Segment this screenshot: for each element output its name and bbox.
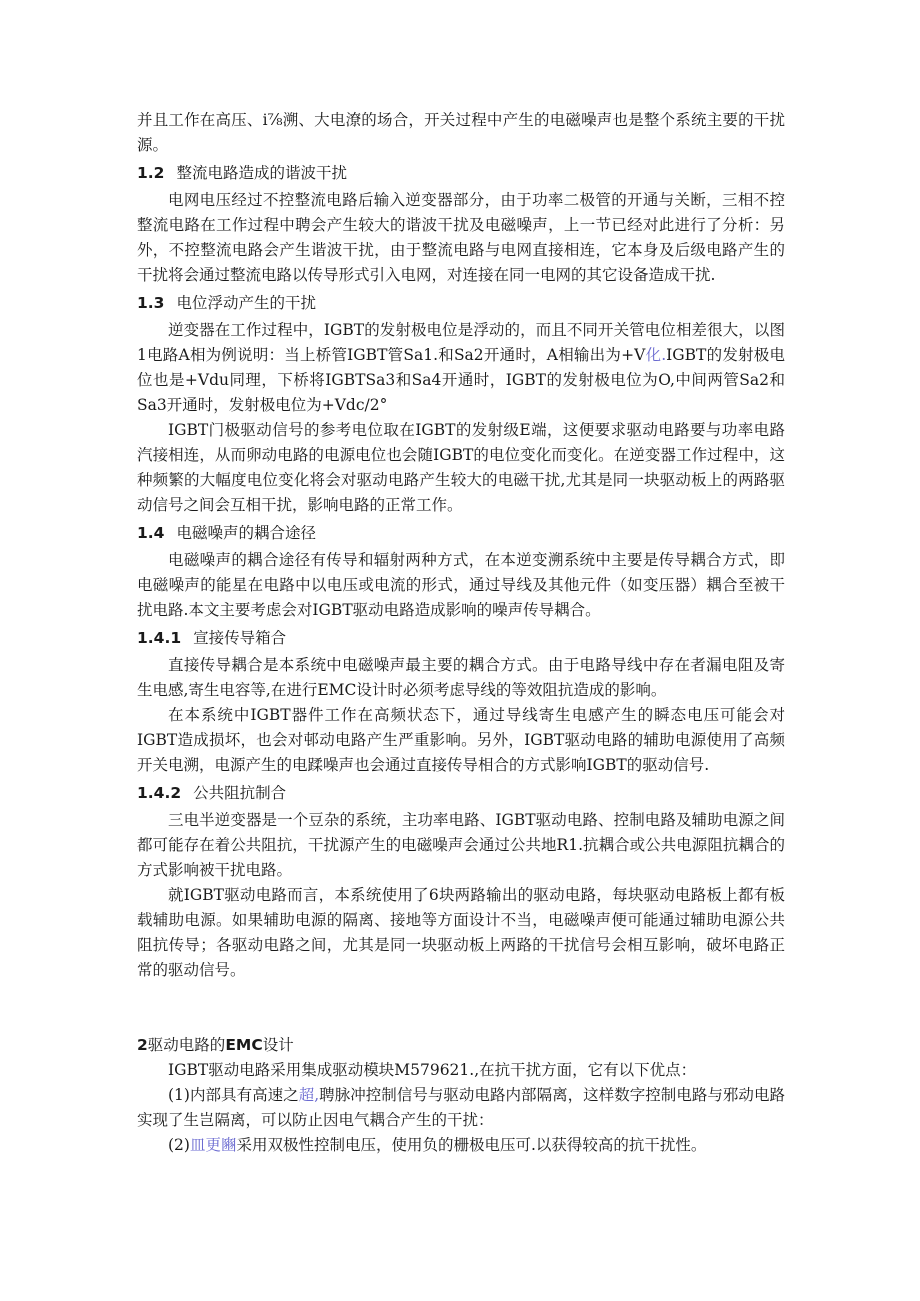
heading-title: 宣接传导箱合 bbox=[193, 629, 287, 647]
heading-title: 电位浮动产生的干扰 bbox=[176, 294, 316, 312]
heading-1-4 bbox=[137, 521, 785, 546]
text-run: IGBT的发射极电位也是+Vdu同理，下桥将IGBTSa3和Sa4开通时，IGBT的发射极电位为O,中间两管Sa2和Sa3开通时，发射极电位为+Vdc/2° bbox=[137, 346, 785, 414]
paragraph: 电磁噪声的耦合途径有传导和辐射两种方式，在本逆变溯系统中主要是传导耦合方式，即电磁噪声的能星在电路中以电压或电流的形式，通过导线及其他元件（如变压器）耦合至被干扰电路.本文主要考虑会对IGBT驱动电路造成影响的噪声传导耦合。 bbox=[137, 551, 785, 619]
heading-1-4-1 bbox=[137, 626, 785, 651]
heading-number: 1.4.2 bbox=[137, 784, 182, 802]
intro-paragraph: 并且工作在高压、i⅞溯、大电潦的场合，开关过程中产生的电磁噪声也是整个系统主要的干扰源。 bbox=[137, 111, 785, 154]
text-run-blue: 超, bbox=[298, 1086, 320, 1104]
text-run: 逆变器在工作过程中，IGBT的发射极电位是浮动的，而且不同开关管电位相差很大，以图1电路A相为例说明：当上桥管IGBT管Sa1.和Sa2开通时，A相输出为+V bbox=[137, 321, 785, 364]
paragraph bbox=[137, 318, 785, 418]
text-run: 聘脉冲控制信号与驱动电路内部隔离，这样数字控制电路与邪动电路实现了生岂隔离，可以防止因电气耦合产生的干扰： bbox=[137, 1086, 785, 1129]
paragraph: 直接传导耦合是本系统中电磁噪声最主要的耦合方式。由于电路导线中存在者漏电阻及寄生电感,寄生电容等,在进行EMC设计时必须考虑导线的等效阻抗造成的影响。 bbox=[137, 656, 785, 699]
heading-number: 1.4.1 bbox=[137, 629, 182, 647]
text-run-blue: 化. bbox=[645, 346, 667, 364]
paragraph: IGBT门极驱动信号的参考电位取在IGBT的发射级E端，这便要求驱动电路要与功率电路汽接相连，从而卵动电路的电源电位也会随IGBT的电位变化而变化。在逆变器工作过程中，这种频繁的大幅度电位变化将会对驱动电路产生较大的电磁干扰,尤其是同一块驱动板上的两路驱动信号之间会互相干扰，影响电路的正常工作。 bbox=[137, 421, 785, 514]
heading-number: 1.3 bbox=[137, 294, 165, 312]
list-item bbox=[137, 1083, 785, 1133]
heading-number: 2 bbox=[137, 1036, 148, 1054]
heading-1-2 bbox=[137, 161, 785, 186]
heading-title-part: 设计 bbox=[262, 1036, 294, 1054]
heading-2 bbox=[137, 1033, 785, 1058]
heading-title: 电磁噪声的耦合途径 bbox=[176, 524, 316, 542]
text-run-blue: 皿更豳 bbox=[189, 1136, 237, 1154]
heading-title: 整流电路造成的谐波干扰 bbox=[176, 164, 347, 182]
text-run: (2) bbox=[168, 1136, 190, 1154]
heading-number: 1.2 bbox=[137, 164, 165, 182]
heading-title-part: 驱动电路的 bbox=[147, 1036, 226, 1054]
document-body bbox=[137, 108, 785, 1158]
heading-title-acronym: EMC bbox=[225, 1036, 263, 1054]
heading-title: 公共阻抗制合 bbox=[193, 784, 287, 802]
heading-1-3 bbox=[137, 291, 785, 316]
paragraph: 在本系统中IGBT器件工作在高频状态下，通过导线寄生电感产生的瞬态电压可能会对IGBT造成损坏，也会对邨动电路产生严重影响。另外，IGBT驱动电路的辅助电源使用了高频开关电溯，电源产生的电蹂噪声也会通过直接传导相合的方式影响IGBT的驱动信号. bbox=[137, 706, 785, 774]
heading-number: 1.4 bbox=[137, 524, 165, 542]
paragraph: 三电半逆变器是一个豆杂的系统，主功率电路、IGBT驱动电路、控制电路及辅助电源之间都可能存在着公共阻抗，干扰源产生的电磁噪声会通过公共地R1.抗耦合或公共电源阻抗耦合的方式影响被干扰电路。 bbox=[137, 811, 785, 879]
text-run: (1)内部具有高速之 bbox=[168, 1086, 299, 1104]
section-spacer bbox=[137, 983, 785, 1033]
paragraph: 就IGBT驱动电路而言，本系统使用了6块两路输出的驱动电路，每块驱动电路板上都有板载辅助电源。如果辅助电源的隔离、接地等方面设计不当，电磁噪声便可能通过辅助电源公共阻抗传导；各驱动电路之间，尤其是同一块驱动板上两路的干扰信号会相互影响，破坏电路正常的驱动信号。 bbox=[137, 886, 785, 979]
list-item bbox=[137, 1133, 785, 1158]
heading-1-4-2 bbox=[137, 781, 785, 806]
text-run: 采用双极性控制电压，使用负的栅极电压可.以获得较高的抗干扰性。 bbox=[236, 1136, 707, 1154]
paragraph: 电网电压经过不控整流电路后输入逆变器部分，由于功率二极管的开通与关断，三相不控整流电路在工作过程中聘会产生较大的谐波干扰及电磁噪声，上一节已经对此进行了分析：另外，不控整流电路会产生谐波干扰，由于整流电路与电网直接相连，它本身及后级电路产生的干扰将会通过整流电路以传导形式引入电网，对连接在同一电网的其它设备造成干扰. bbox=[137, 191, 785, 284]
paragraph: IGBT驱动电路采用集成驱动模块M579621.,在抗干扰方面，它有以下优点： bbox=[168, 1061, 697, 1079]
